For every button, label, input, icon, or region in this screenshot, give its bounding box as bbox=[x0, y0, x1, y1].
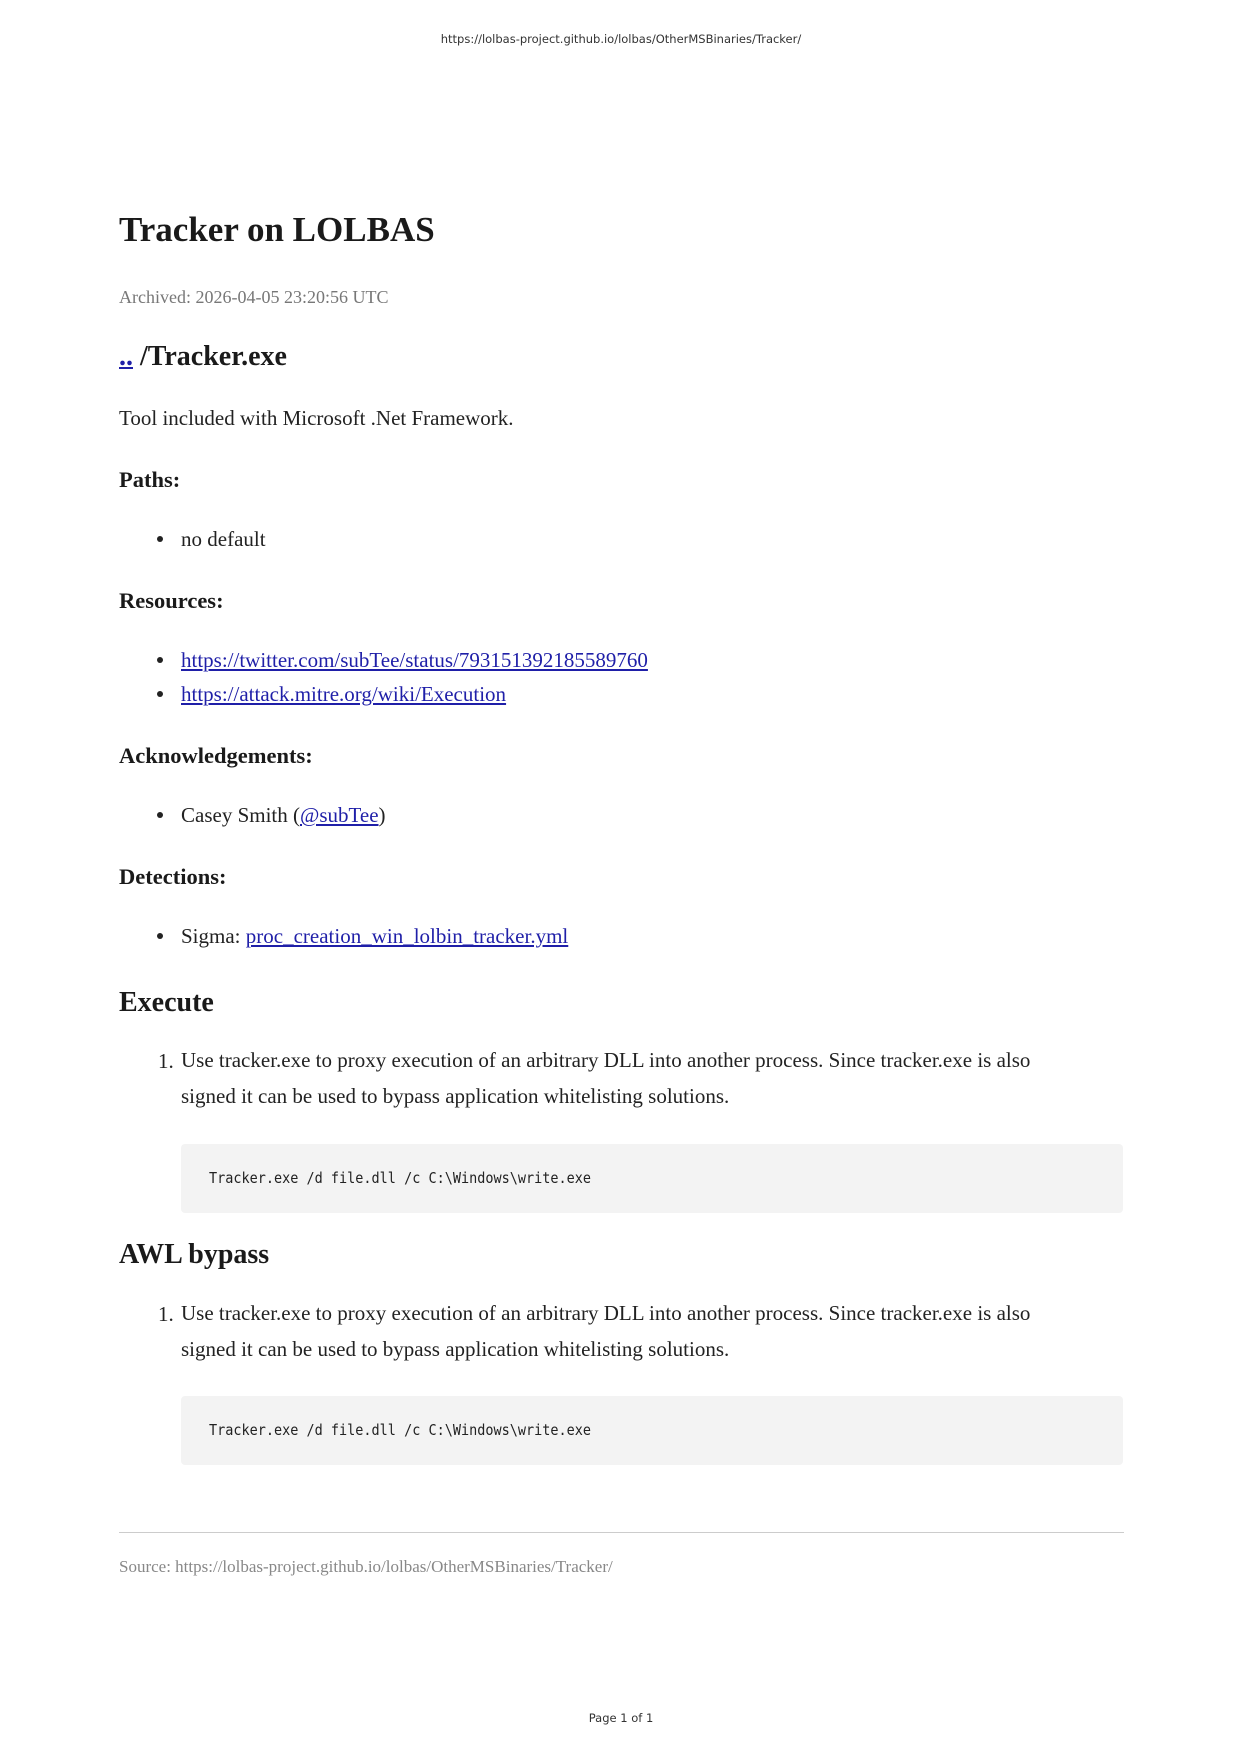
detections-heading: Detections: bbox=[119, 864, 227, 889]
resource-link-twitter[interactable]: https://twitter.com/subTee/status/793151392185589760 bbox=[181, 648, 648, 672]
step-number: 1. bbox=[158, 1302, 174, 1326]
step-line: signed it can be used to bypass application whitelisting solutions. bbox=[181, 1337, 730, 1361]
acknowledgement-handle-link[interactable]: @subTee bbox=[300, 803, 379, 827]
detection-prefix: Sigma: bbox=[181, 924, 246, 948]
step-description bbox=[181, 1042, 1121, 1114]
parent-directory-link[interactable]: .. bbox=[119, 341, 133, 372]
resource-item bbox=[181, 650, 648, 671]
acknowledgement-name: Casey Smith ( bbox=[181, 803, 300, 827]
binary-name: /Tracker.exe bbox=[133, 341, 287, 372]
section-heading-execute: Execute bbox=[119, 987, 214, 1018]
archived-timestamp: Archived: 2026-04-05 23:20:56 UTC bbox=[119, 287, 389, 307]
path-item: no default bbox=[181, 527, 266, 551]
step-line: signed it can be used to bypass application whitelisting solutions. bbox=[181, 1084, 730, 1108]
code-block bbox=[181, 1144, 1123, 1213]
source-url: Source: https://lolbas-project.github.io/lolbas/OtherMSBinaries/Tracker/ bbox=[119, 1557, 613, 1576]
step-line: Use tracker.exe to proxy execution of an arbitrary DLL into another process. Since tracker.exe is also bbox=[181, 1048, 1031, 1072]
sigma-rule-link[interactable]: proc_creation_win_lolbin_tracker.yml bbox=[245, 924, 569, 948]
section-heading-awl-bypass: AWL bypass bbox=[119, 1239, 270, 1270]
command-text: Tracker.exe /d file.dll /c C:\Windows\write.exe bbox=[209, 1421, 592, 1439]
binary-description: Tool included with Microsoft .Net Framework. bbox=[119, 406, 514, 430]
command-text: Tracker.exe /d file.dll /c C:\Windows\write.exe bbox=[209, 1169, 592, 1187]
bullet-icon bbox=[157, 933, 163, 939]
acknowledgement-suffix: ) bbox=[378, 803, 386, 827]
resource-item bbox=[181, 684, 506, 705]
acknowledgement-item bbox=[181, 805, 386, 826]
page-title: Tracker on LOLBAS bbox=[119, 210, 435, 249]
step-line: Use tracker.exe to proxy execution of an arbitrary DLL into another process. Since tracker.exe is also bbox=[181, 1301, 1031, 1325]
bullet-icon bbox=[157, 812, 163, 818]
bullet-icon bbox=[157, 691, 163, 697]
detection-item bbox=[181, 926, 568, 947]
paths-heading: Paths: bbox=[119, 467, 181, 492]
step-description bbox=[181, 1295, 1121, 1367]
step-number: 1. bbox=[158, 1049, 174, 1073]
divider bbox=[119, 1532, 1124, 1533]
page-number: Page 1 of 1 bbox=[588, 1711, 654, 1725]
acknowledgements-heading: Acknowledgements: bbox=[119, 743, 313, 768]
bullet-icon bbox=[157, 536, 163, 542]
resources-heading: Resources: bbox=[119, 588, 224, 613]
code-block bbox=[181, 1396, 1123, 1465]
page-header-url: https://lolbas-project.github.io/lolbas/OtherMSBinaries/Tracker/ bbox=[440, 32, 802, 46]
binary-heading bbox=[119, 343, 287, 371]
bullet-icon bbox=[157, 657, 163, 663]
resource-link-mitre[interactable]: https://attack.mitre.org/wiki/Execution bbox=[181, 682, 507, 706]
